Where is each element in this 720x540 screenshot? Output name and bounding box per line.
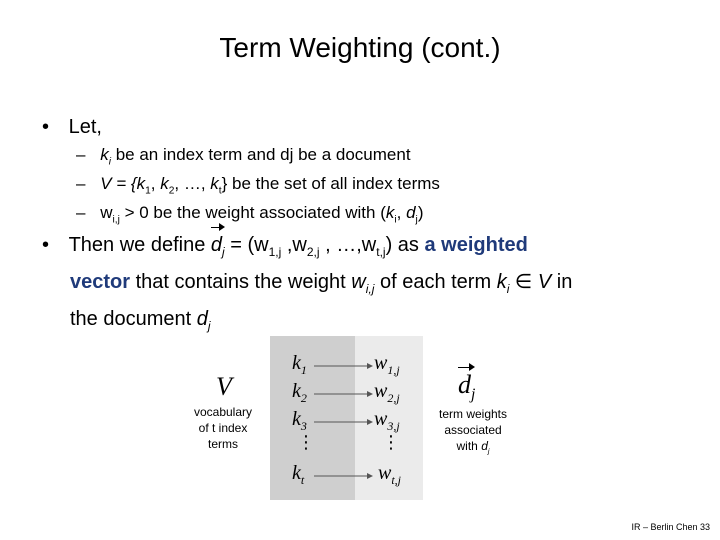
highlight-vector: vector bbox=[70, 271, 131, 293]
v-def: V = { bbox=[100, 174, 137, 193]
weight-wt: $w_{t,j}$ bbox=[378, 462, 402, 487]
sub1-text: be an index term and dj be a document bbox=[110, 145, 411, 164]
weight-w3: $w_{3,j}$ bbox=[374, 408, 400, 433]
term-k1: $k_1$ bbox=[292, 352, 307, 377]
bullet-define-line1: Then we define $d_j = (w_{1,j}$ $,w_{2,j}$ , $\dots,w_{t,j}$) as a weighted bbox=[69, 234, 528, 256]
bullet-define bbox=[42, 230, 702, 341]
footer: IR – Berlin Chen 33 bbox=[631, 522, 710, 532]
bullet-define-line3: the document $d_j$ bbox=[70, 308, 211, 333]
weight-dots: ⋮ bbox=[382, 432, 400, 452]
bullet-define-line2: vector that contains the weight $w_{i,j}$ of each term $k_i$ ∈ V in bbox=[70, 271, 573, 296]
term-weights-label: term weights associated with $d_j$ bbox=[438, 407, 508, 456]
slide-title: Term Weighting (cont.) bbox=[219, 32, 501, 63]
dj-vector: $d_j$ bbox=[211, 230, 225, 267]
dash: – bbox=[76, 145, 86, 164]
dj-vector-label: $d_j$ bbox=[458, 370, 476, 404]
mapping-arrows bbox=[310, 350, 380, 490]
term-dots: ⋮ bbox=[297, 432, 315, 452]
term-k2: $k_2$ bbox=[292, 380, 307, 405]
element-of-symbol: ∈ bbox=[514, 271, 533, 293]
k-symbol: k bbox=[100, 145, 109, 164]
sub-bullet-3: – $w_{i,j} > 0$ be the weight associated with ($k_i$, $d_j$) bbox=[76, 203, 424, 226]
dash: – bbox=[76, 203, 86, 222]
bullet-let bbox=[42, 112, 102, 142]
bullet-let-text: Let, bbox=[68, 116, 102, 138]
dash: – bbox=[76, 174, 86, 193]
term-k3: $k_3$ bbox=[292, 408, 307, 433]
sub-bullet-2: – $V = \{k_1$, $k_2$, …, $k_t$} be the set of all index terms bbox=[76, 174, 440, 197]
sub3-text: > 0 be the weight associated with ( bbox=[119, 203, 386, 222]
bullet-dot: • bbox=[42, 116, 50, 138]
highlight-weighted: a weighted bbox=[424, 234, 528, 256]
sub2-text: } be the set of all index terms bbox=[221, 174, 440, 193]
term-kt: $k_t$ bbox=[292, 462, 305, 487]
weight-w2: $w_{2,j}$ bbox=[374, 380, 400, 405]
vocab-label: vocabulary of t index terms bbox=[193, 405, 253, 451]
bullet-dot: • bbox=[42, 234, 50, 256]
k-sub: i bbox=[108, 156, 111, 168]
weight-w1: $w_{1,j}$ bbox=[374, 352, 400, 377]
vocab-V: V bbox=[216, 372, 232, 401]
